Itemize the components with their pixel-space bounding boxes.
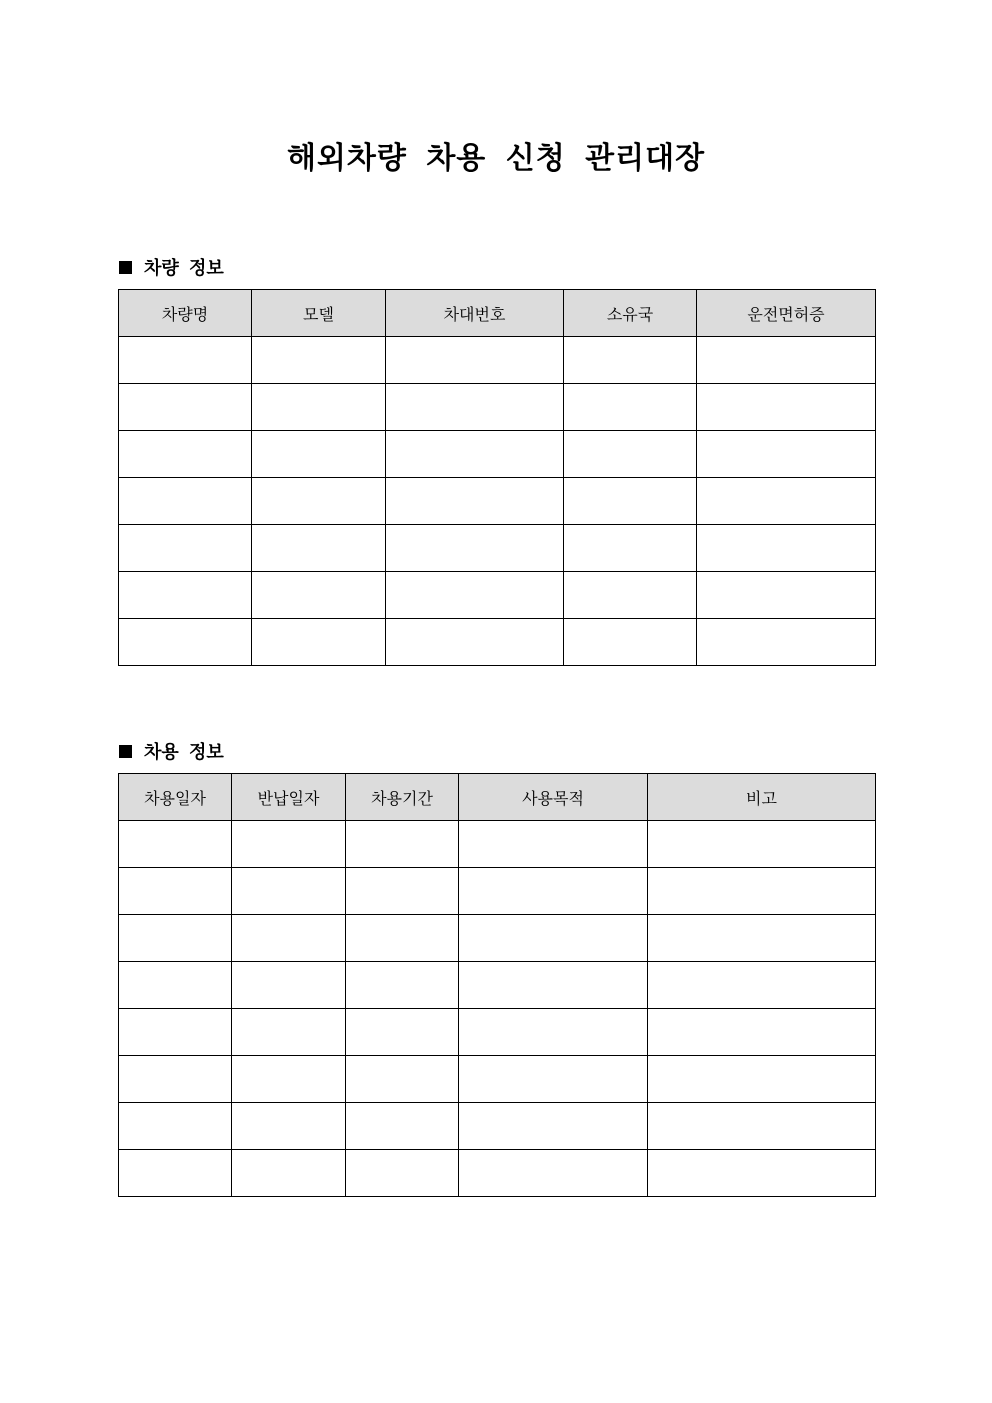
table-cell[interactable] xyxy=(697,572,876,619)
column-header: 소유국 xyxy=(564,290,697,337)
table-cell[interactable] xyxy=(564,478,697,525)
table-cell[interactable] xyxy=(119,337,252,384)
page-title: 해외차량 차용 신청 관리대장 xyxy=(286,141,706,176)
table-row xyxy=(119,1009,876,1056)
table-cell[interactable] xyxy=(564,337,697,384)
table-cell[interactable] xyxy=(119,1150,232,1197)
column-header: 운전면허증 xyxy=(697,290,876,337)
table-cell[interactable] xyxy=(459,962,648,1009)
table-cell[interactable] xyxy=(564,384,697,431)
table-cell[interactable] xyxy=(386,525,564,572)
table-row xyxy=(119,962,876,1009)
table-cell[interactable] xyxy=(459,1056,648,1103)
table-cell[interactable] xyxy=(232,962,346,1009)
table-row xyxy=(119,821,876,868)
table-cell[interactable] xyxy=(386,478,564,525)
table-cell[interactable] xyxy=(346,1056,459,1103)
table-cell[interactable] xyxy=(648,915,876,962)
table-cell[interactable] xyxy=(648,962,876,1009)
table-cell[interactable] xyxy=(648,1009,876,1056)
table-cell[interactable] xyxy=(386,431,564,478)
table-cell[interactable] xyxy=(648,1150,876,1197)
column-header: 차용기간 xyxy=(346,774,459,821)
table-cell[interactable] xyxy=(386,384,564,431)
table-cell[interactable] xyxy=(459,1009,648,1056)
table-cell[interactable] xyxy=(564,431,697,478)
table-cell[interactable] xyxy=(346,868,459,915)
black-square-icon xyxy=(119,261,132,274)
table-cell[interactable] xyxy=(119,1009,232,1056)
table-cell[interactable] xyxy=(232,1009,346,1056)
table-cell[interactable] xyxy=(252,478,386,525)
table-cell[interactable] xyxy=(697,525,876,572)
black-square-icon xyxy=(119,745,132,758)
table-cell[interactable] xyxy=(459,1150,648,1197)
column-header: 비고 xyxy=(648,774,876,821)
table-cell[interactable] xyxy=(119,821,232,868)
table-cell[interactable] xyxy=(119,384,252,431)
table-cell[interactable] xyxy=(648,868,876,915)
table-cell[interactable] xyxy=(232,821,346,868)
column-header: 차용일자 xyxy=(119,774,232,821)
table-header-row xyxy=(119,290,876,337)
table-row xyxy=(119,1103,876,1150)
table-cell[interactable] xyxy=(119,1103,232,1150)
table-cell[interactable] xyxy=(697,619,876,666)
table-cell[interactable] xyxy=(346,1009,459,1056)
table-cell[interactable] xyxy=(346,1103,459,1150)
table-cell[interactable] xyxy=(346,1150,459,1197)
table-row xyxy=(119,384,876,431)
table-row xyxy=(119,572,876,619)
table-cell[interactable] xyxy=(232,1150,346,1197)
table-cell[interactable] xyxy=(459,868,648,915)
column-header: 차량명 xyxy=(119,290,252,337)
table-cell[interactable] xyxy=(252,337,386,384)
table-row xyxy=(119,1056,876,1103)
table-cell[interactable] xyxy=(386,619,564,666)
table-cell[interactable] xyxy=(119,619,252,666)
table-cell[interactable] xyxy=(252,572,386,619)
table-cell[interactable] xyxy=(697,384,876,431)
table-cell[interactable] xyxy=(386,572,564,619)
table-row xyxy=(119,868,876,915)
table-cell[interactable] xyxy=(564,572,697,619)
table-cell[interactable] xyxy=(252,619,386,666)
table-header-row xyxy=(119,774,876,821)
usage-section-title: 차용 정보 xyxy=(144,742,224,763)
table-cell[interactable] xyxy=(648,1056,876,1103)
table-row xyxy=(119,915,876,962)
table-cell[interactable] xyxy=(232,915,346,962)
table-cell[interactable] xyxy=(564,525,697,572)
table-row xyxy=(119,525,876,572)
table-cell[interactable] xyxy=(252,384,386,431)
table-cell[interactable] xyxy=(459,1103,648,1150)
table-cell[interactable] xyxy=(119,1056,232,1103)
table-cell[interactable] xyxy=(346,915,459,962)
table-row xyxy=(119,619,876,666)
table-cell[interactable] xyxy=(386,337,564,384)
table-cell[interactable] xyxy=(564,619,697,666)
table-cell[interactable] xyxy=(697,337,876,384)
table-cell[interactable] xyxy=(232,1056,346,1103)
column-header: 차대번호 xyxy=(386,290,564,337)
table-cell[interactable] xyxy=(459,915,648,962)
table-cell[interactable] xyxy=(252,525,386,572)
table-cell[interactable] xyxy=(252,431,386,478)
vehicle-info-table xyxy=(118,289,876,666)
column-header: 모델 xyxy=(252,290,386,337)
table-cell[interactable] xyxy=(119,525,252,572)
table-cell[interactable] xyxy=(697,431,876,478)
table-cell[interactable] xyxy=(119,572,252,619)
column-header: 사용목적 xyxy=(459,774,648,821)
table-cell[interactable] xyxy=(648,1103,876,1150)
table-cell[interactable] xyxy=(697,478,876,525)
table-cell[interactable] xyxy=(119,915,232,962)
vehicle-section-heading xyxy=(119,254,224,280)
table-cell[interactable] xyxy=(346,962,459,1009)
table-cell[interactable] xyxy=(232,868,346,915)
table-cell[interactable] xyxy=(119,962,232,1009)
table-row xyxy=(119,478,876,525)
table-cell[interactable] xyxy=(232,1103,346,1150)
vehicle-section-title: 차량 정보 xyxy=(144,258,224,279)
table-row xyxy=(119,337,876,384)
table-cell[interactable] xyxy=(346,821,459,868)
table-cell[interactable] xyxy=(648,821,876,868)
table-row xyxy=(119,431,876,478)
usage-info-table xyxy=(118,773,876,1197)
usage-section-heading xyxy=(119,738,224,764)
table-cell[interactable] xyxy=(119,478,252,525)
table-cell[interactable] xyxy=(119,431,252,478)
table-row xyxy=(119,1150,876,1197)
table-cell[interactable] xyxy=(119,868,232,915)
column-header: 반납일자 xyxy=(232,774,346,821)
table-cell[interactable] xyxy=(459,821,648,868)
